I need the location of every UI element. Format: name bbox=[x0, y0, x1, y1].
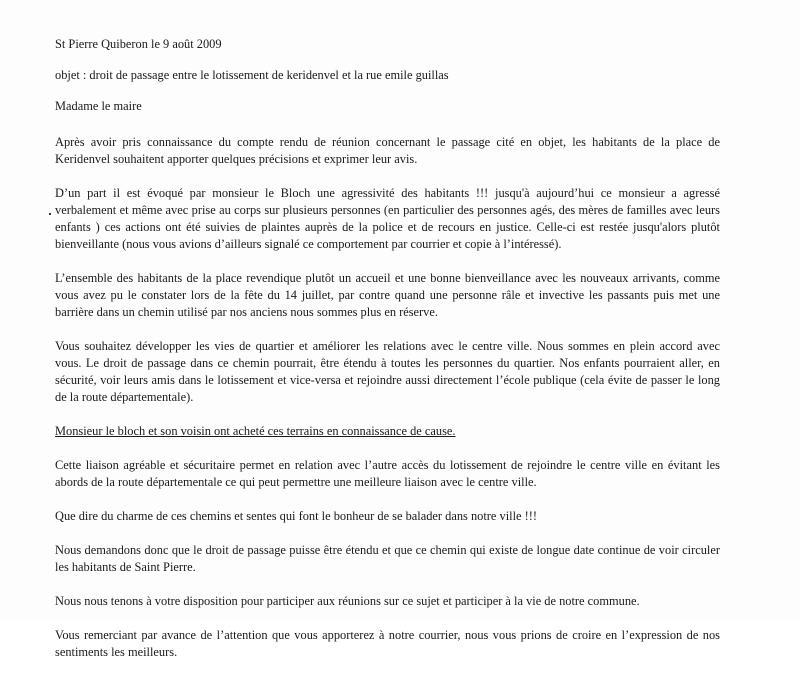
paragraph-line: Après avoir pris connaissance du compte rendu de réunion concernant le passage cité en objet, les habitants de la place de bbox=[55, 135, 720, 149]
paragraph bbox=[55, 457, 720, 491]
paragraph-line: Cette liaison agréable et sécuritaire permet en relation avec l’autre accès du lotissement de rejoindre le centre ville en évitant les bbox=[55, 458, 720, 472]
paragraph-line: vous. Le droit de passage dans ce chemin pourrait, être étendu à toutes les personnes du quartier. Nos enfants pourraient aller, en bbox=[55, 356, 720, 370]
subject-line: objet : droit de passage entre le lotissement de keridenvel et la rue emile guillas bbox=[55, 68, 449, 82]
paragraph-line: Nous nous tenons à votre disposition pour participer aux réunions sur ce sujet et participer à la vie de notre commune. bbox=[55, 594, 640, 608]
paragraph bbox=[55, 338, 720, 406]
paragraph bbox=[55, 627, 720, 661]
paragraph-line: D’un part il est évoqué par monsieur le Bloch une agressivité des habitants !!! jusqu'à aujourd’hui ce monsieur a agressé bbox=[55, 186, 720, 200]
place-and-date: St Pierre Quiberon le 9 août 2009 bbox=[55, 37, 222, 51]
paragraph-line: sentiments les meilleurs. bbox=[55, 645, 178, 659]
paragraph-line: les habitants de Saint Pierre. bbox=[55, 560, 196, 574]
paragraph-line: Nous demandons donc que le droit de passage puisse être étendu et que ce chemin qui existe de longue date continue de voir circuler bbox=[55, 543, 720, 557]
paragraph bbox=[55, 134, 720, 168]
paragraph bbox=[55, 185, 720, 253]
paragraphs bbox=[55, 134, 720, 661]
paragraph bbox=[55, 423, 720, 440]
paragraph bbox=[55, 542, 720, 576]
salutation: Madame le maire bbox=[55, 99, 142, 113]
paragraph-line: de la route départementale). bbox=[55, 390, 194, 404]
paragraph-line: Keridenvel souhaitent apporter quelques précisions et exprimer leur avis. bbox=[55, 152, 418, 166]
paragraph-line: L’ensemble des habitants de la place revendique plutôt un accueil et une bonne bienveillance avec les nouveaux arrivants, comme bbox=[55, 271, 720, 285]
paragraph-line: Vous souhaitez développer les vies de quartier et améliorer les relations avec le centre ville. Nous sommes en plein accord avec bbox=[55, 339, 720, 353]
letter-body bbox=[55, 36, 720, 678]
paragraph-line: barrière dans un chemin utilisé par nos anciens nous sommes plus en réserve. bbox=[55, 305, 438, 319]
paragraph-line: vous avez pu le constater lors de la fête du 14 juillet, par contre quand une personne râle et invective les passants puis met une bbox=[55, 288, 720, 302]
paragraph-line: abords de la route départementale ce qui peut permettre une meilleure liaison avec le centre ville. bbox=[55, 475, 537, 489]
paragraph-line: bienveillante (nous vous avions d’ailleurs signalé ce comportement par courrier et copie à l’intéressé). bbox=[55, 237, 562, 251]
paragraph-line: verbalement et même avec prise au corps sur plusieurs personnes (en particulier des personnes agés, des mères de familles avec leurs bbox=[55, 203, 720, 217]
paragraph bbox=[55, 270, 720, 321]
paragraph-line: Vous remerciant par avance de l’attention que vous apporterez à notre courrier, nous vous prions de croire en l’expression de nos bbox=[55, 628, 720, 642]
paragraph-line: enfants ) ces actions ont été suivies de plaintes auprès de la police et de recours en justice. Celle-ci est restée jusqu'alors plutôt bbox=[55, 220, 720, 234]
paragraph-line: Que dire du charme de ces chemins et sentes qui font le bonheur de se balader dans notre ville !!! bbox=[55, 509, 538, 523]
paragraph bbox=[55, 508, 720, 525]
paragraph-line: Monsieur le bloch et son voisin ont acheté ces terrains en connaissance de cause. bbox=[55, 424, 456, 438]
paragraph bbox=[55, 593, 720, 610]
paragraph-line: sécurité, voir leurs amis dans le lotissement et vice-versa et rejoindre aussi directement l’école publique (cela évite de passer le long bbox=[55, 373, 720, 387]
scan-speck bbox=[49, 213, 51, 215]
